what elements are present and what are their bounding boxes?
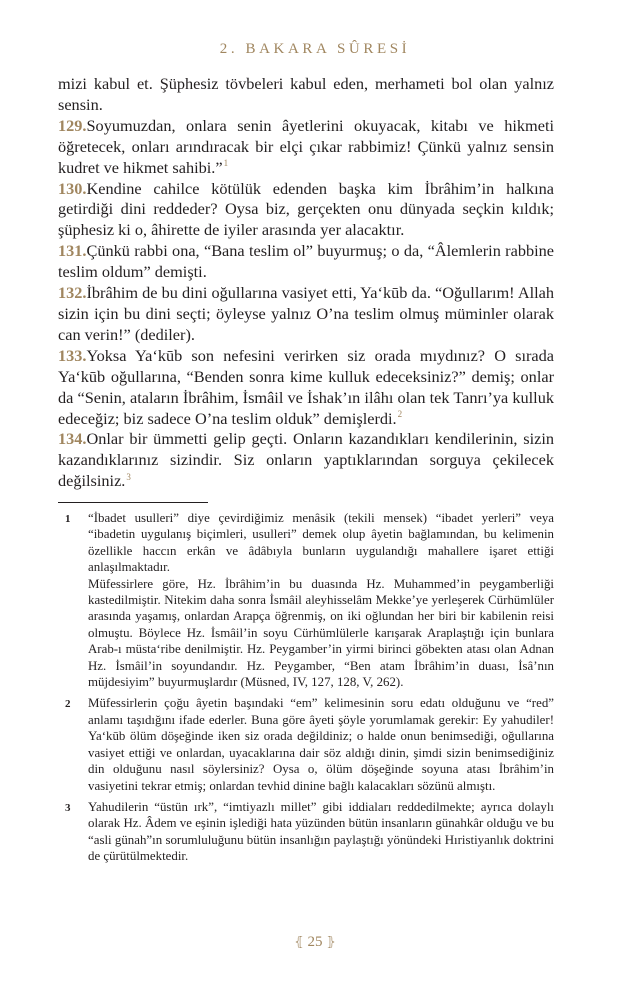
footnote-number: 3 (65, 801, 71, 814)
footnote-number: 1 (65, 513, 71, 525)
footnotes (58, 510, 554, 870)
verse-text (58, 74, 554, 492)
footnote-paragraph: “İbadet usulleri” diye çevirdiğimiz menâsik (tekili mensek) “ibadet yerleri” veya “ibadetin uygulanış biçimleri, usulleri” demek olup âyetin bağlamından, bu kelimenin özellikle haccın erkân ve âdâbıyla bunların uygulandığı mahallere işaret ettiği anlaşılmaktadır. (88, 511, 554, 575)
verse-number: 134. (58, 429, 87, 449)
footnote-paragraph: Yahudilerin “üstün ırk”, “imtiyazlı millet” gibi iddiaları reddedilmekte; ayrıca dolaylı olarak Hz. Âdem ve eşinin işlediği hata yüzünden bütün insanların günahkâr olduğu ve bu “asli günah”ın sorumluluğunu bütün insanlığın paylaştığı yönündeki Hıristiyanlık doktrini de çürütülmektedir. (88, 799, 554, 864)
running-head: 2. BAKARA SÛRESİ (219, 41, 411, 57)
verse-number: 131. (58, 241, 87, 261)
verse-number: 133. (58, 345, 87, 365)
ornament-left-icon: ⦃ (294, 934, 304, 949)
footnote-separator (58, 502, 208, 503)
footnote (58, 510, 554, 690)
verse-body: Kendine cahilce kötülük edenden başka kim İbrâhim’in halkına getirdiği dini reddeder? Oysa biz, gerçekten onu dünyada seçkin kıldık; şüphesiz ki o, âhirette de iyiler arasında yer alacaktır. (58, 178, 554, 240)
footnote-ref[interactable]: 3 (126, 471, 131, 482)
verse-body: mizi kabul et. Şüphesiz tövbeleri kabul eden, merhameti bol olan yalnız sensin. (58, 74, 554, 114)
footnote-paragraph: Müfessirlerin çoğu âyetin başındaki “em” kelimesinin soru edatı olduğunu ve “red” anlamı taşıdığını ifade ederler. Buna göre âyeti şöyle yorumlamak gerekir: Ey yahudiler! Ya‘kūb ölüm döşeğinde iken siz orada değildiniz; o halde onun benimsediği, oğullarına vasiyet ettiği ve onlardan, uyacaklarına dair söz aldığı dinin, şimdi sizin benimsediğiniz din olduğunu nasıl söylersiniz? Oysa o, ölüm döşeğinde soyuna atası İbrâhim’in vasiyetini tekrar etmiş; onlardan tevhid dinine bağlı kalacakları sözünü almıştı. (88, 696, 554, 793)
verse (58, 179, 554, 242)
verse (58, 116, 554, 179)
page-number: 25 (307, 934, 323, 950)
verse-body: Soyumuzdan, onlara senin âyetlerini okuyacak, kitabı ve hikmeti öğretecek, onları arındıracak bir elçi çıkar rabbimiz! Çünkü yalnız sensin kudret ve hikmet sahibi.” (58, 115, 554, 177)
verse (58, 241, 554, 283)
verse-body: İbrâhim de bu dini oğullarına vasiyet etti, Ya‘kūb da. “Oğullarım! Allah sizin için bu dini seçti; öyleyse yalnız O’na teslim olmuş müminler olarak can verin!” (dediler). (58, 283, 554, 344)
verse-body: Yoksa Ya‘kūb son nefesini verirken siz orada mıydınız? O sırada Ya‘kūb oğullarına, “Benden sonra kime kulluk edeceksiniz?” demiş; onlar da “Senin, ataların İbrâhim, İsmâil ve İshak’ın ilâhı olan tek Tanrı’ya kulluk edeceğiz; biz sadece O’na teslim olduk” demişlerdi. (58, 345, 554, 428)
footnote (58, 799, 554, 865)
verse (58, 346, 554, 430)
page-number-block (0, 934, 630, 951)
footnote-ref[interactable]: 1 (223, 158, 229, 169)
ornament-right-icon: ⦄ (326, 934, 336, 949)
footnote (58, 695, 554, 793)
footnote-number: 2 (65, 698, 71, 711)
footnote-ref[interactable]: 2 (397, 409, 403, 420)
verse-number: 129. (58, 115, 87, 135)
footnote-paragraph: Müfessirlere göre, Hz. İbrâhim’in bu duasında Hz. Muhammed’in peygamberliği kastedilmiştir. Nitekim daha sonra İsmâil aleyhisselâm Mekke’ye yerleşerek Cürhümlüler arasında yaşamış, onlardan Arapça öğrenmiş, on iki oğlundan her biri bir kabilenin reisi olmuştu. Böylece Hz. İsmâil’in soyu Cürhümlülerle karışarak Araplaştığı için bunlara Arab-ı müsta‘ribe denilmiştir. Hz. Peygamber’in yirmi birinci göbekten atası olan Adnan Hz. İsmâil’in soyundandır. Hz. Peygamber, “Ben atam İbrâhim’in duası, İsâ’nın müjdesiyim” buyurmuşlardır (Müsned, IV, 127, 128, V, 262). (88, 576, 554, 690)
verse-number: 130. (58, 178, 87, 198)
verse (58, 283, 554, 346)
verse-body: Çünkü rabbi ona, “Bana teslim ol” buyurmuş; o da, “Âlemlerin rabbine teslim oldum” demişti. (58, 241, 554, 282)
verse-body: Onlar bir ümmetti gelip geçti. Onların kazandıkları kendilerinin, sizin kazandıklarınız sizindir. Siz onların yaptıklarından sorguya çekilecek değilsiniz. (58, 429, 554, 491)
verse (58, 429, 554, 492)
verse-number: 132. (58, 283, 87, 303)
verse (58, 74, 554, 116)
